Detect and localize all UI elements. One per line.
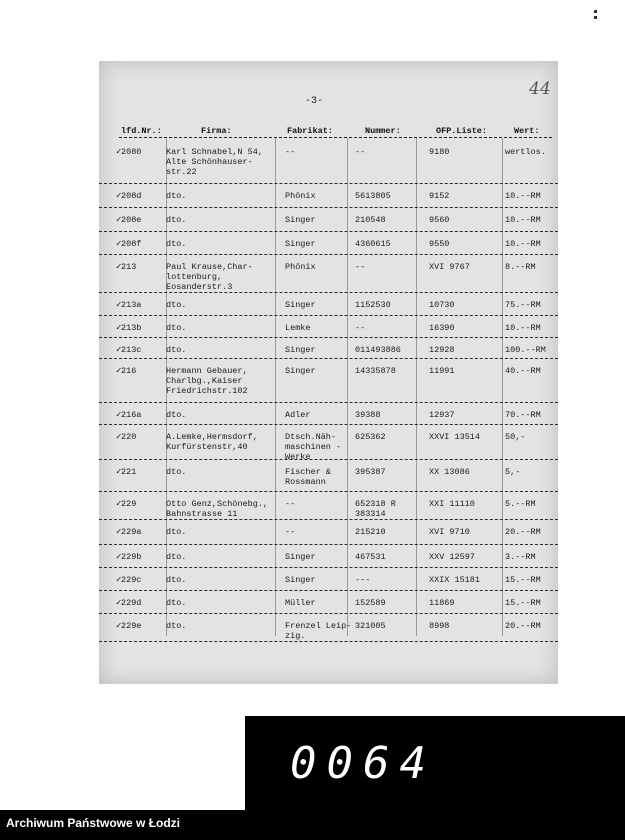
cell-nummer: 321005 [355, 621, 386, 631]
cell-fabrikat: -- [285, 499, 296, 509]
cell-ofp: 10730 [429, 300, 455, 310]
table-row [99, 337, 558, 359]
cell-firma: dto. [166, 345, 187, 355]
checkmark-icon: ✓ [116, 499, 122, 509]
cell-ofp: XXV 12597 [429, 552, 475, 562]
checkmark-icon: ✓ [116, 366, 122, 376]
table-row [99, 231, 558, 255]
cell-ofp: 12937 [429, 410, 455, 420]
frame-counter: 0064 [290, 738, 436, 789]
cell-wert: 75.--RM [505, 300, 541, 310]
cell-wert: 40.--RM [505, 366, 541, 376]
cell-fabrikat: -- [285, 527, 296, 537]
checkmark-icon: ✓ [116, 262, 122, 272]
cell-firma: dto. [166, 410, 187, 420]
cell-nummer: 14335878 [355, 366, 396, 376]
film-band-light [0, 716, 245, 810]
cell-wert: 15.--RM [505, 598, 541, 608]
header-divider [119, 137, 552, 138]
cell-fabrikat: Singer [285, 239, 316, 249]
cell-ofp: XXI 11110 [429, 499, 475, 509]
cell-nummer: -- [355, 147, 366, 157]
cell-ofp: 11991 [429, 366, 455, 376]
cell-ofp: XX 13086 [429, 467, 470, 477]
header-lfd: lfd.Nr.: [121, 126, 162, 136]
checkmark-icon: ✓ [116, 598, 122, 608]
cell-wert: 20.--RM [505, 621, 541, 631]
cell-firma: dto. [166, 575, 187, 585]
cell-wert: 100.--RM [505, 345, 546, 355]
cell-wert: 3.--RM [505, 552, 536, 562]
cell-fabrikat: Müller [285, 598, 316, 608]
cell-ofp: 9180 [429, 147, 450, 157]
cell-nummer: 152589 [355, 598, 386, 608]
cell-fabrikat: Singer [285, 366, 316, 376]
cell-nummer: 011493886 [355, 345, 401, 355]
checkmark-icon: ✓ [116, 432, 122, 442]
cell-ofp: 8998 [429, 621, 450, 631]
cell-firma: dto. [166, 191, 187, 201]
cell-lfd: 208d [121, 191, 142, 201]
table-row [99, 315, 558, 338]
cell-wert: 10.--RM [505, 191, 541, 201]
cell-wert: 5.--RM [505, 499, 536, 509]
cell-firma: Hermann Gebauer, Charlbg.,Kaiser Friedrichstr.102 [166, 366, 248, 396]
corner-mark [594, 16, 597, 19]
cell-firma: dto. [166, 552, 187, 562]
cell-fabrikat: Frenzel Leip- zig. [285, 621, 352, 641]
cell-nummer: -- [355, 323, 366, 333]
cell-fabrikat: Singer [285, 552, 316, 562]
handwritten-page-number: 44 [529, 79, 551, 99]
table-row [99, 292, 558, 316]
cell-ofp: 9560 [429, 215, 450, 225]
cell-lfd: 229e [121, 621, 142, 631]
cell-lfd: 213b [121, 323, 142, 333]
cell-lfd: 208f [121, 239, 142, 249]
cell-firma: A.Lemke,Hermsdorf, Kurfürstenstr,40 [166, 432, 258, 452]
page-number: -3- [305, 96, 324, 107]
cell-wert: 20.--RM [505, 527, 541, 537]
cell-fabrikat: Singer [285, 575, 316, 585]
cell-firma: dto. [166, 621, 187, 631]
checkmark-icon: ✓ [116, 467, 122, 477]
table-row [99, 139, 558, 184]
cell-firma: dto. [166, 598, 187, 608]
table-row [99, 358, 558, 403]
cell-nummer: -- [355, 262, 366, 272]
cell-wert: 5,- [505, 467, 521, 477]
cell-fabrikat: Singer [285, 215, 316, 225]
cell-lfd: 213a [121, 300, 142, 310]
checkmark-icon: ✓ [116, 575, 122, 585]
table-row [99, 424, 558, 460]
cell-nummer: --- [355, 575, 371, 585]
table-row [99, 613, 558, 642]
cell-lfd: 208e [121, 215, 142, 225]
cell-wert: 50,- [505, 432, 526, 442]
cell-nummer: 395387 [355, 467, 386, 477]
cell-lfd: 229c [121, 575, 142, 585]
checkmark-icon: ✓ [116, 300, 122, 310]
checkmark-icon: ✓ [116, 621, 122, 631]
checkmark-icon: ✓ [116, 345, 122, 355]
table-row [99, 491, 558, 520]
cell-nummer: 625362 [355, 432, 386, 442]
cell-wert: 15.--RM [505, 575, 541, 585]
cell-lfd: 229d [121, 598, 142, 608]
checkmark-icon: ✓ [116, 410, 122, 420]
cell-nummer: 467531 [355, 552, 386, 562]
cell-firma: dto. [166, 467, 187, 477]
document-sheet [99, 61, 558, 684]
table-row [99, 519, 558, 545]
checkmark-icon: ✓ [116, 552, 122, 562]
cell-nummer: 210548 [355, 215, 386, 225]
cell-firma: Karl Schnabel,N 54, Alte Schönhauser- str.22 [166, 147, 263, 177]
cell-ofp: 9550 [429, 239, 450, 249]
header-ofp: OFP.Liste: [436, 126, 488, 136]
cell-firma: dto. [166, 300, 187, 310]
table-row [99, 402, 558, 425]
checkmark-icon: ✓ [116, 527, 122, 537]
checkmark-icon: ✓ [116, 147, 122, 157]
checkmark-icon: ✓ [116, 239, 122, 249]
table-row [99, 590, 558, 614]
cell-nummer: 1152530 [355, 300, 391, 310]
cell-fabrikat: Lemke [285, 323, 311, 333]
checkmark-icon: ✓ [116, 215, 122, 225]
cell-fabrikat: Fischer & Rossmann [285, 467, 331, 487]
checkmark-icon: ✓ [116, 191, 122, 201]
cell-ofp: XVI 9710 [429, 527, 470, 537]
cell-fabrikat: Singer [285, 345, 316, 355]
cell-wert: 70.--RM [505, 410, 541, 420]
cell-nummer: 4360615 [355, 239, 391, 249]
cell-fabrikat: Dtsch.Näh- maschinen - Werke [285, 432, 342, 462]
cell-lfd: 216 [121, 366, 137, 376]
corner-mark [594, 10, 597, 13]
cell-ofp: XVI 9767 [429, 262, 470, 272]
cell-lfd: 229a [121, 527, 142, 537]
cell-fabrikat: Adler [285, 410, 311, 420]
cell-fabrikat: Phönix [285, 191, 316, 201]
cell-lfd: 221 [121, 467, 137, 477]
table-row [99, 207, 558, 232]
cell-ofp: XXVI 13514 [429, 432, 481, 442]
cell-firma: dto. [166, 239, 187, 249]
cell-lfd: 220 [121, 432, 137, 442]
cell-ofp: XXIX 15181 [429, 575, 481, 585]
cell-nummer: 652318 R 383314 [355, 499, 396, 519]
cell-firma: Otto Genz,Schönebg., Bahnstrasse 11 [166, 499, 269, 519]
table-row [99, 459, 558, 492]
cell-firma: dto. [166, 527, 187, 537]
cell-wert: 8.--RM [505, 262, 536, 272]
cell-wert: wertlos. [505, 147, 546, 157]
cell-ofp: 16390 [429, 323, 455, 333]
cell-lfd: 216a [121, 410, 142, 420]
cell-nummer: 5613805 [355, 191, 391, 201]
cell-wert: 10.--RM [505, 323, 541, 333]
cell-lfd: 229b [121, 552, 142, 562]
cell-wert: 10.--RM [505, 239, 541, 249]
checkmark-icon: ✓ [116, 323, 122, 333]
header-fabrikat: Fabrikat: [287, 126, 333, 136]
cell-lfd: 229 [121, 499, 137, 509]
cell-firma: Paul Krause,Char- lottenburg, Eosanderstr.3 [166, 262, 253, 292]
archive-name: Archiwum Państwowe w Łodzi [6, 816, 181, 830]
cell-nummer: 215210 [355, 527, 386, 537]
cell-lfd: 213 [121, 262, 137, 272]
header-wert: Wert: [514, 126, 540, 136]
table-row [99, 183, 558, 208]
cell-nummer: 39388 [355, 410, 381, 420]
cell-lfd: 2080 [121, 147, 142, 157]
cell-wert: 10.--RM [505, 215, 541, 225]
cell-ofp: 12928 [429, 345, 455, 355]
cell-ofp: 11869 [429, 598, 455, 608]
cell-ofp: 9152 [429, 191, 450, 201]
header-firma: Firma: [201, 126, 232, 136]
cell-fabrikat: Singer [285, 300, 316, 310]
cell-lfd: 213c [121, 345, 142, 355]
table-row [99, 567, 558, 591]
cell-fabrikat: Phönix [285, 262, 316, 272]
table-row [99, 254, 558, 293]
cell-fabrikat: -- [285, 147, 296, 157]
cell-firma: dto. [166, 323, 187, 333]
table-row [99, 544, 558, 568]
header-nummer: Nummer: [365, 126, 401, 136]
cell-firma: dto. [166, 215, 187, 225]
